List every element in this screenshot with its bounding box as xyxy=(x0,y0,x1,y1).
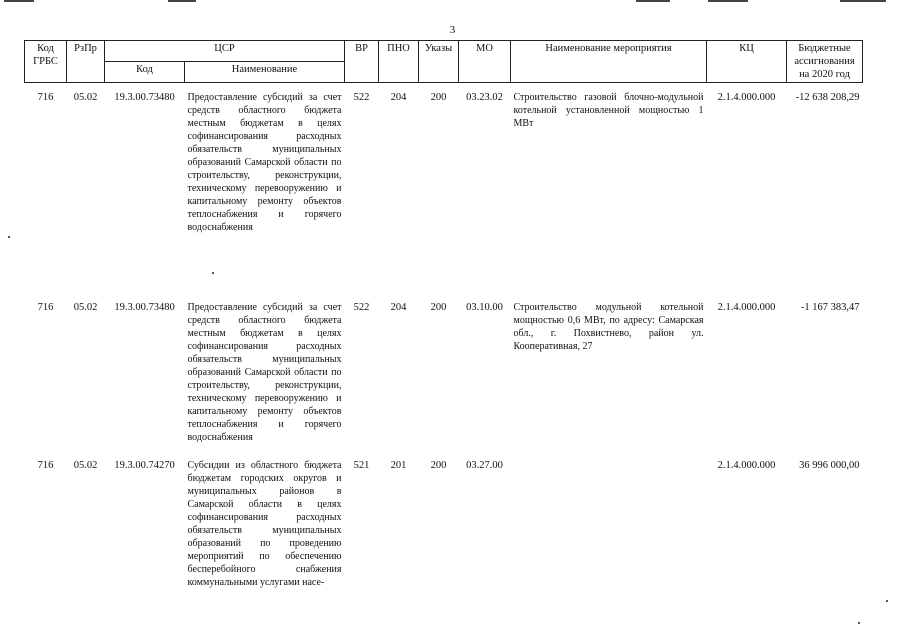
cell-pno: 204 xyxy=(390,92,407,103)
scan-speck xyxy=(858,622,860,624)
scan-speck xyxy=(8,236,10,238)
budget-table xyxy=(24,40,863,591)
cell-rzpr: 05.02 xyxy=(73,92,98,103)
header-vr: ВР xyxy=(345,41,379,83)
cell-csr-code: 19.3.00.74270 xyxy=(114,460,175,471)
page-number: 3 xyxy=(449,24,456,36)
cell-pno: 204 xyxy=(390,302,407,313)
table-row xyxy=(25,293,863,453)
cell-kc: 2.1.4.000.000 xyxy=(717,302,776,313)
cell-csr-code: 19.3.00.73480 xyxy=(114,302,175,313)
cell-pno: 201 xyxy=(390,460,407,471)
header-grbs: Код ГРБС xyxy=(25,41,67,83)
header-pno: ПНО xyxy=(379,41,419,83)
cell-rzpr: 05.02 xyxy=(73,460,98,471)
scan-edge-mark xyxy=(168,0,196,2)
cell-event xyxy=(511,453,707,591)
header-event: Наименование мероприятия xyxy=(511,41,707,83)
header-rzpr: РзПр xyxy=(67,41,105,83)
cell-ukazy: 200 xyxy=(430,460,447,471)
scan-edge-mark xyxy=(840,0,886,2)
scan-edge-mark xyxy=(636,0,670,2)
header-csr-name: Наименование xyxy=(185,62,345,83)
cell-event: Строительство модульной котельной мощностью 0,6 МВт, по адресу: Самарская обл., г. Похвистнево, район ул. Кооперативная, 27 xyxy=(513,302,704,352)
cell-vr: 522 xyxy=(353,92,370,103)
header-csr: ЦСР xyxy=(105,41,345,62)
cell-csr-name: Предоставление субсидий за счет средств областного бюджета местным бюджетам в целях софинансирования расходных обязательств муниципальных образований Самарской области по строительству, реконструкции, техническому перевооружению и капитальному ремонту объектов теплоснабжения и горячего водоснабжения xyxy=(187,92,342,233)
cell-csr-name: Предоставление субсидий за счет средств областного бюджета местным бюджетам в целях софинансирования расходных обязательств муниципальных образований Самарской области по строительству, реконструкции, техническому перевооружению и капитальному ремонту объектов теплоснабжения и горячего водоснабжения xyxy=(187,302,342,443)
scan-speck xyxy=(212,272,214,274)
scan-speck xyxy=(886,600,888,602)
scan-edge-mark xyxy=(708,0,748,2)
table-row xyxy=(25,83,863,294)
cell-vr: 521 xyxy=(353,460,370,471)
cell-mo: 03.23.02 xyxy=(466,92,503,103)
cell-mo: 03.27.00 xyxy=(466,460,503,471)
cell-ukazy: 200 xyxy=(430,92,447,103)
cell-budget: -1 167 383,47 xyxy=(800,302,860,313)
header-csr-code: Код xyxy=(105,62,185,83)
cell-grbs: 716 xyxy=(37,460,54,471)
cell-csr-name: Субсидии из областного бюджета бюджетам городских округов и муниципальных районов в Самарской области в целях софинансирования расходных обязательств муниципальных образований по проведению мероприятий по обеспечению бесперебойного снабжения коммунальными услугами насе- xyxy=(187,460,342,588)
cell-vr: 522 xyxy=(353,302,370,313)
cell-csr-code: 19.3.00.73480 xyxy=(114,92,175,103)
scan-edge-mark xyxy=(4,0,34,2)
table-row xyxy=(25,453,863,591)
cell-rzpr: 05.02 xyxy=(73,302,98,313)
header-ukazy: Указы xyxy=(419,41,459,83)
cell-grbs: 716 xyxy=(37,92,54,103)
header-mo: МО xyxy=(459,41,511,83)
cell-budget: -12 638 208,29 xyxy=(795,92,860,103)
cell-event: Строительство газовой блочно-модульной котельной установленной мощностью 1 МВт xyxy=(513,92,704,129)
cell-kc: 2.1.4.000.000 xyxy=(717,460,776,471)
cell-mo: 03.10.00 xyxy=(466,302,503,313)
cell-ukazy: 200 xyxy=(430,302,447,313)
header-kc: КЦ xyxy=(707,41,787,83)
cell-grbs: 716 xyxy=(37,302,54,313)
header-budget: Бюджетные ассигнования на 2020 год xyxy=(787,41,863,83)
cell-budget: 36 996 000,00 xyxy=(799,460,860,471)
cell-kc: 2.1.4.000.000 xyxy=(717,92,776,103)
